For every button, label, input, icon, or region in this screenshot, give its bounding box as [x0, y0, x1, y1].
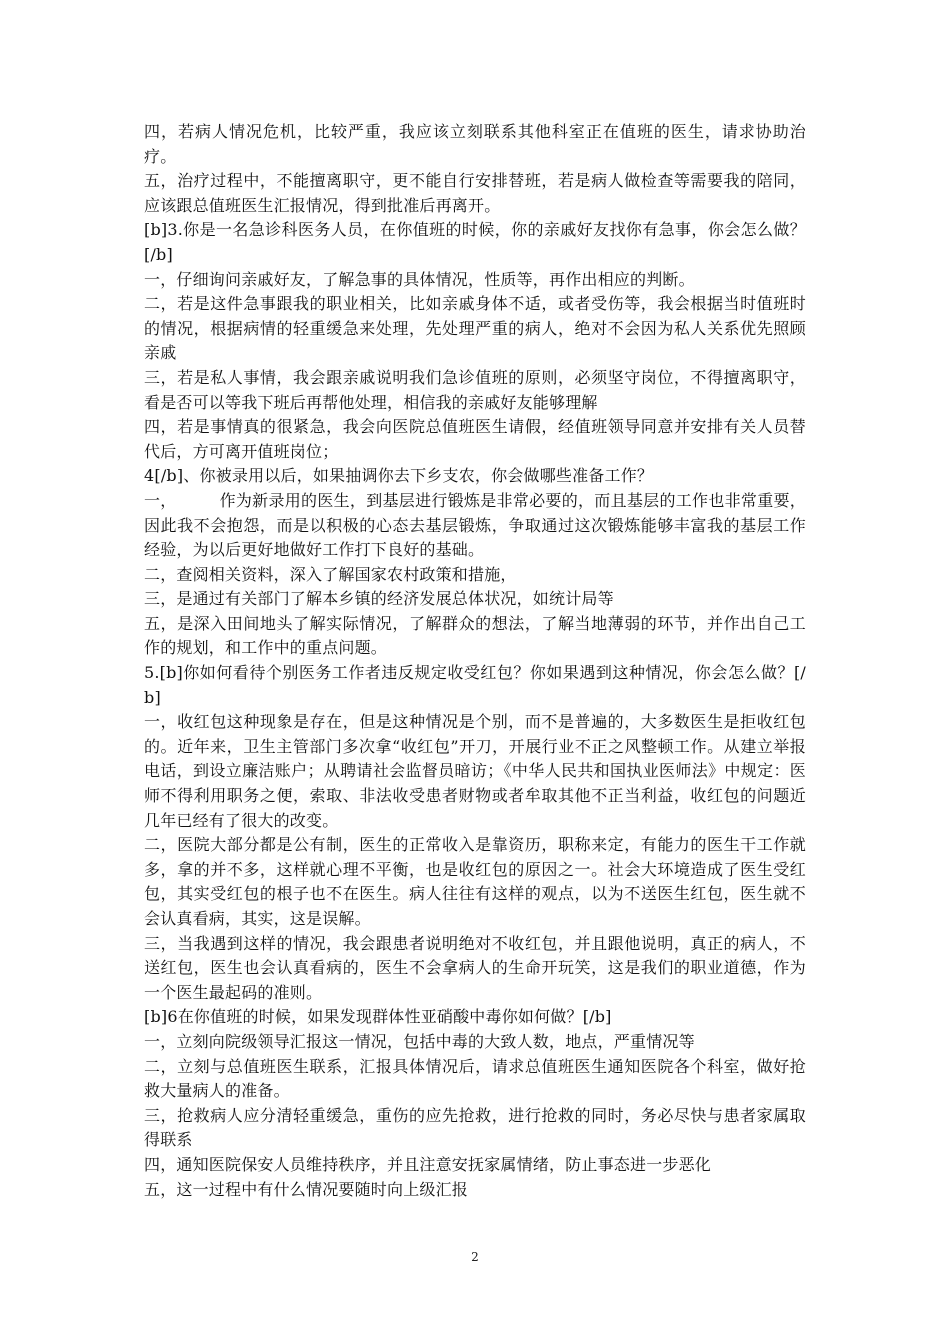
paragraph: 三，当我遇到这样的情况，我会跟患者说明绝对不收红包，并且跟他说明，真正的病人，不送红包，医生也会认真看病的，医生不会拿病人的生命开玩笑，这是我们的职业道德，作为一个医生最起码的准则。 — [144, 933, 806, 1002]
paragraph: 一， 作为新录用的医生，到基层进行锻炼是非常必要的，而且基层的工作也非常重要，因此我不会抱怨，而是以积极的心态去基层锻炼，争取通过这次锻炼能够丰富我的基层工作经验，为以后更好地做好工作打下良好的基础。 — [144, 490, 806, 560]
question-heading: [b]6在你值班的时候，如果发现群体性亚硝酸中毒你如何做？[/b] — [144, 1007, 612, 1027]
paragraph: 一，立刻向院级领导汇报这一情况，包括中毒的大致人数，地点，严重情况等 — [144, 1031, 695, 1051]
paragraph: 三，是通过有关部门了解本乡镇的经济发展总体状况，如统计局等 — [144, 589, 614, 609]
paragraph: 五，治疗过程中，不能擅离职守，更不能自行安排替班，若是病人做检查等需要我的陪同，应该跟总值班医生汇报情况，得到批准后再离开。 — [144, 171, 806, 215]
document-body — [144, 120, 806, 1202]
question-heading: 5.[b]你如何看待个别医务工作者违反规定收受红包？你如果遇到这种情况，你会怎么做？[/b] — [144, 663, 806, 707]
page-number: 2 — [471, 1250, 479, 1264]
paragraph: 四，若病人情况危机，比较严重，我应该立刻联系其他科室正在值班的医生，请求协助治疗。 — [144, 122, 806, 166]
paragraph: 二，医院大部分都是公有制，医生的正常收入是靠资历，职称来定，有能力的医生干工作就多，拿的并不多，这样就心理不平衡，也是收红包的原因之一。社会大环境造成了医生受红包，其实受红包的根子也不在医生。病人往往有这样的观点，以为不送医生红包，医生就不会认真看病，其实，这是误解。 — [144, 835, 806, 928]
paragraph: 四，若是事情真的很紧急，我会向医院总值班医生请假，经值班领导同意并安排有关人员替代后，方可离开值班岗位； — [144, 417, 806, 461]
paragraph: 三，抢救病人应分清轻重缓急，重伤的应先抢救，进行抢救的同时，务必尽快与患者家属取得联系 — [144, 1105, 806, 1150]
paragraph: 三，若是私人事情，我会跟亲戚说明我们急诊值班的原则，必须坚守岗位，不得擅离职守，看是否可以等我下班后再帮他处理，相信我的亲戚好友能够理解 — [144, 367, 806, 412]
question-heading: [b]3.你是一名急诊科医务人员，在你值班的时候，你的亲戚好友找你有急事，你会怎么做？[/b] — [144, 220, 806, 264]
paragraph: 一，仔细询问亲戚好友，了解急事的具体情况，性质等，再作出相应的判断。 — [144, 269, 695, 289]
question-heading: 4[/b]、你被录用以后，如果抽调你去下乡支农，你会做哪些准备工作？ — [144, 466, 654, 486]
paragraph: 二，查阅相关资料，深入了解国家农村政策和措施， — [144, 564, 517, 584]
paragraph: 二，立刻与总值班医生联系，汇报具体情况后，请求总值班医生通知医院各个科室，做好抢救大量病人的准备。 — [144, 1056, 806, 1101]
paragraph: 二，若是这件急事跟我的职业相关，比如亲戚身体不适，或者受伤等，我会根据当时值班时的情况，根据病情的轻重缓急来处理，先处理严重的病人，绝对不会因为私人关系优先照顾亲戚 — [144, 294, 806, 363]
paragraph: 一，收红包这种现象是存在，但是这种情况是个别，而不是普遍的，大多数医生是拒收红包的。近年来，卫生主管部门多次拿“收红包”开刀，开展行业不正之风整顿工作。从建立举报电话，到设立廉洁账户；从聘请社会监督员暗访；《中华人民共和国执业医师法》中规定：医师不得利用职务之便，索取、非法收受患者财物或者牟取其他不正当利益，收红包的问题近几年已经有了很大的改变。 — [144, 712, 806, 830]
paragraph: 四，通知医院保安人员维持秩序，并且注意安抚家属情绪，防止事态进一步恶化 — [144, 1154, 712, 1174]
paragraph: 五，是深入田间地头了解实际情况，了解群众的想法，了解当地薄弱的环节，并作出自己工作的规划，和工作中的重点问题。 — [144, 613, 806, 658]
paragraph: 五，这一过程中有什么情况要随时向上级汇报 — [144, 1179, 469, 1199]
